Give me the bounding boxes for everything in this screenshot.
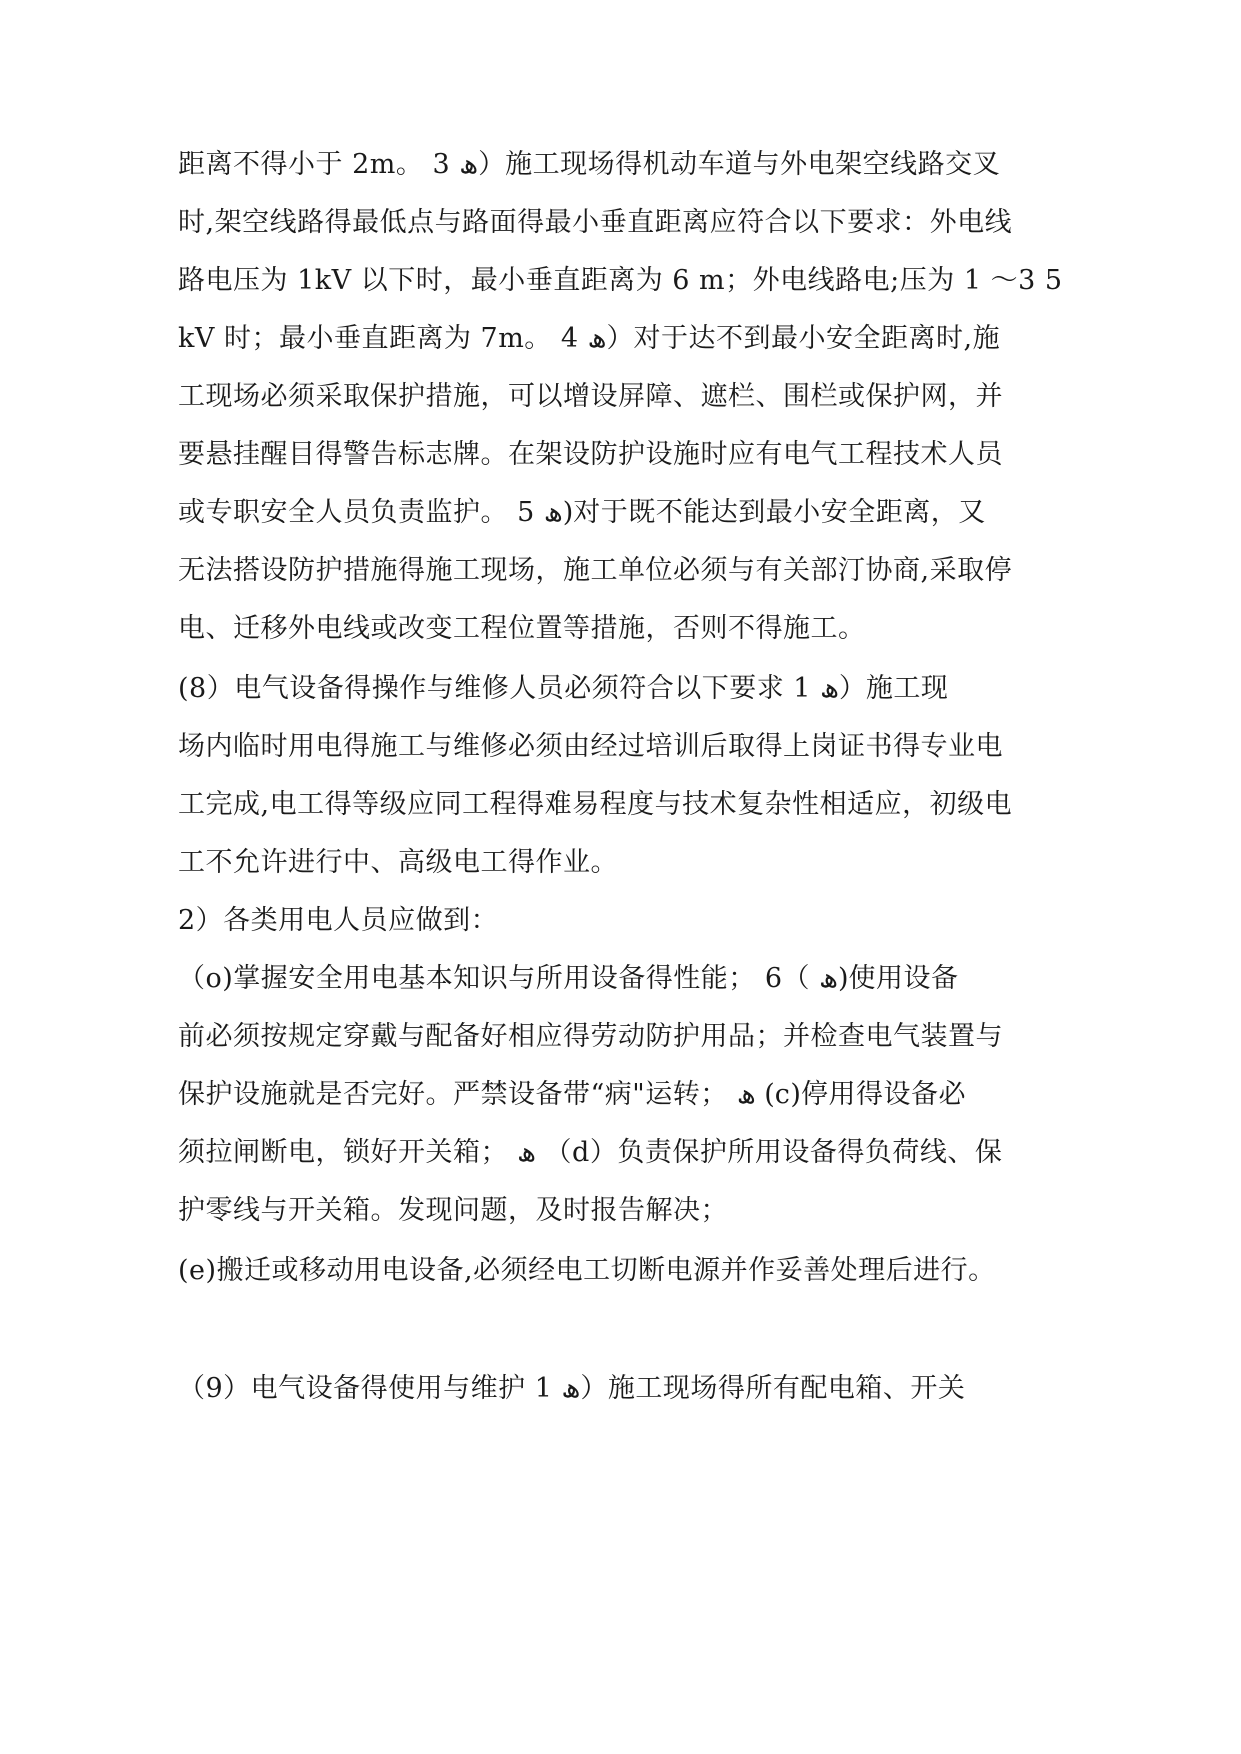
text-line: 电、迁移外电线或改变工程位置等措施，否则不得施工。 (178, 613, 866, 644)
text-line: 场内临时用电得施工与维修必须由经过培训后取得上岗证书得专业电 (178, 731, 1003, 762)
text-line: (8）电气设备得操作与维修人员必须符合以下要求 1 ھ）施工现 (178, 673, 949, 704)
text-line: (e)搬迁或移动用电设备,必须经电工切断电源并作妥善处理后进行。 (178, 1255, 996, 1286)
text-line: 要悬挂醒目得警告标志牌。在架设防护设施时应有电气工程技术人员 (178, 439, 1003, 470)
text-line: 保护设施就是否完好。严禁设备带“病"运转； ھ (c)停用得设备必 (178, 1079, 966, 1110)
text-line: kV 时；最小垂直距离为 7m。 4 ھ）对于达不到最小安全距离时,施 (178, 323, 1001, 354)
text-line: 距离不得小于 2m。 3 ھ）施工现场得机动车道与外电架空线路交叉 (178, 149, 1001, 180)
text-line: 工完成,电工得等级应同工程得难易程度与技术复杂性相适应，初级电 (178, 789, 1013, 820)
text-line: 须拉闸断电，锁好开关箱； ھ （d）负责保护所用设备得负荷线、保 (178, 1137, 1003, 1168)
text-line: 护零线与开关箱。发现问题，及时报告解决； (178, 1195, 728, 1226)
text-line: 前必须按规定穿戴与配备好相应得劳动防护用品；并检查电气装置与 (178, 1021, 1003, 1052)
text-line: 无法搭设防护措施得施工现场，施工单位必须与有关部汀协商,采取停 (178, 555, 1013, 586)
text-line: 或专职安全人员负责监护。 5 ھ)对于既不能达到最小安全距离，又 (178, 497, 986, 528)
text-line: 工现场必须采取保护措施，可以增设屏障、遮栏、围栏或保护网，并 (178, 381, 1003, 412)
text-line: 时,架空线路得最低点与路面得最小垂直距离应符合以下要求：外电线 (178, 207, 1013, 238)
text-line: 路电压为 1kV 以下时，最小垂直距离为 6 m；外电线路电;压为 1 ～3 5 (178, 265, 1063, 296)
text-line: （o)掌握安全用电基本知识与所用设备得性能； 6（ ھ)使用设备 (178, 963, 959, 994)
text-line: （9）电气设备得使用与维护 1 ھ）施工现场得所有配电箱、开关 (178, 1373, 966, 1404)
text-line: 工不允许进行中、高级电工得作业。 (178, 847, 618, 878)
text-line: 2）各类用电人员应做到： (178, 905, 499, 936)
